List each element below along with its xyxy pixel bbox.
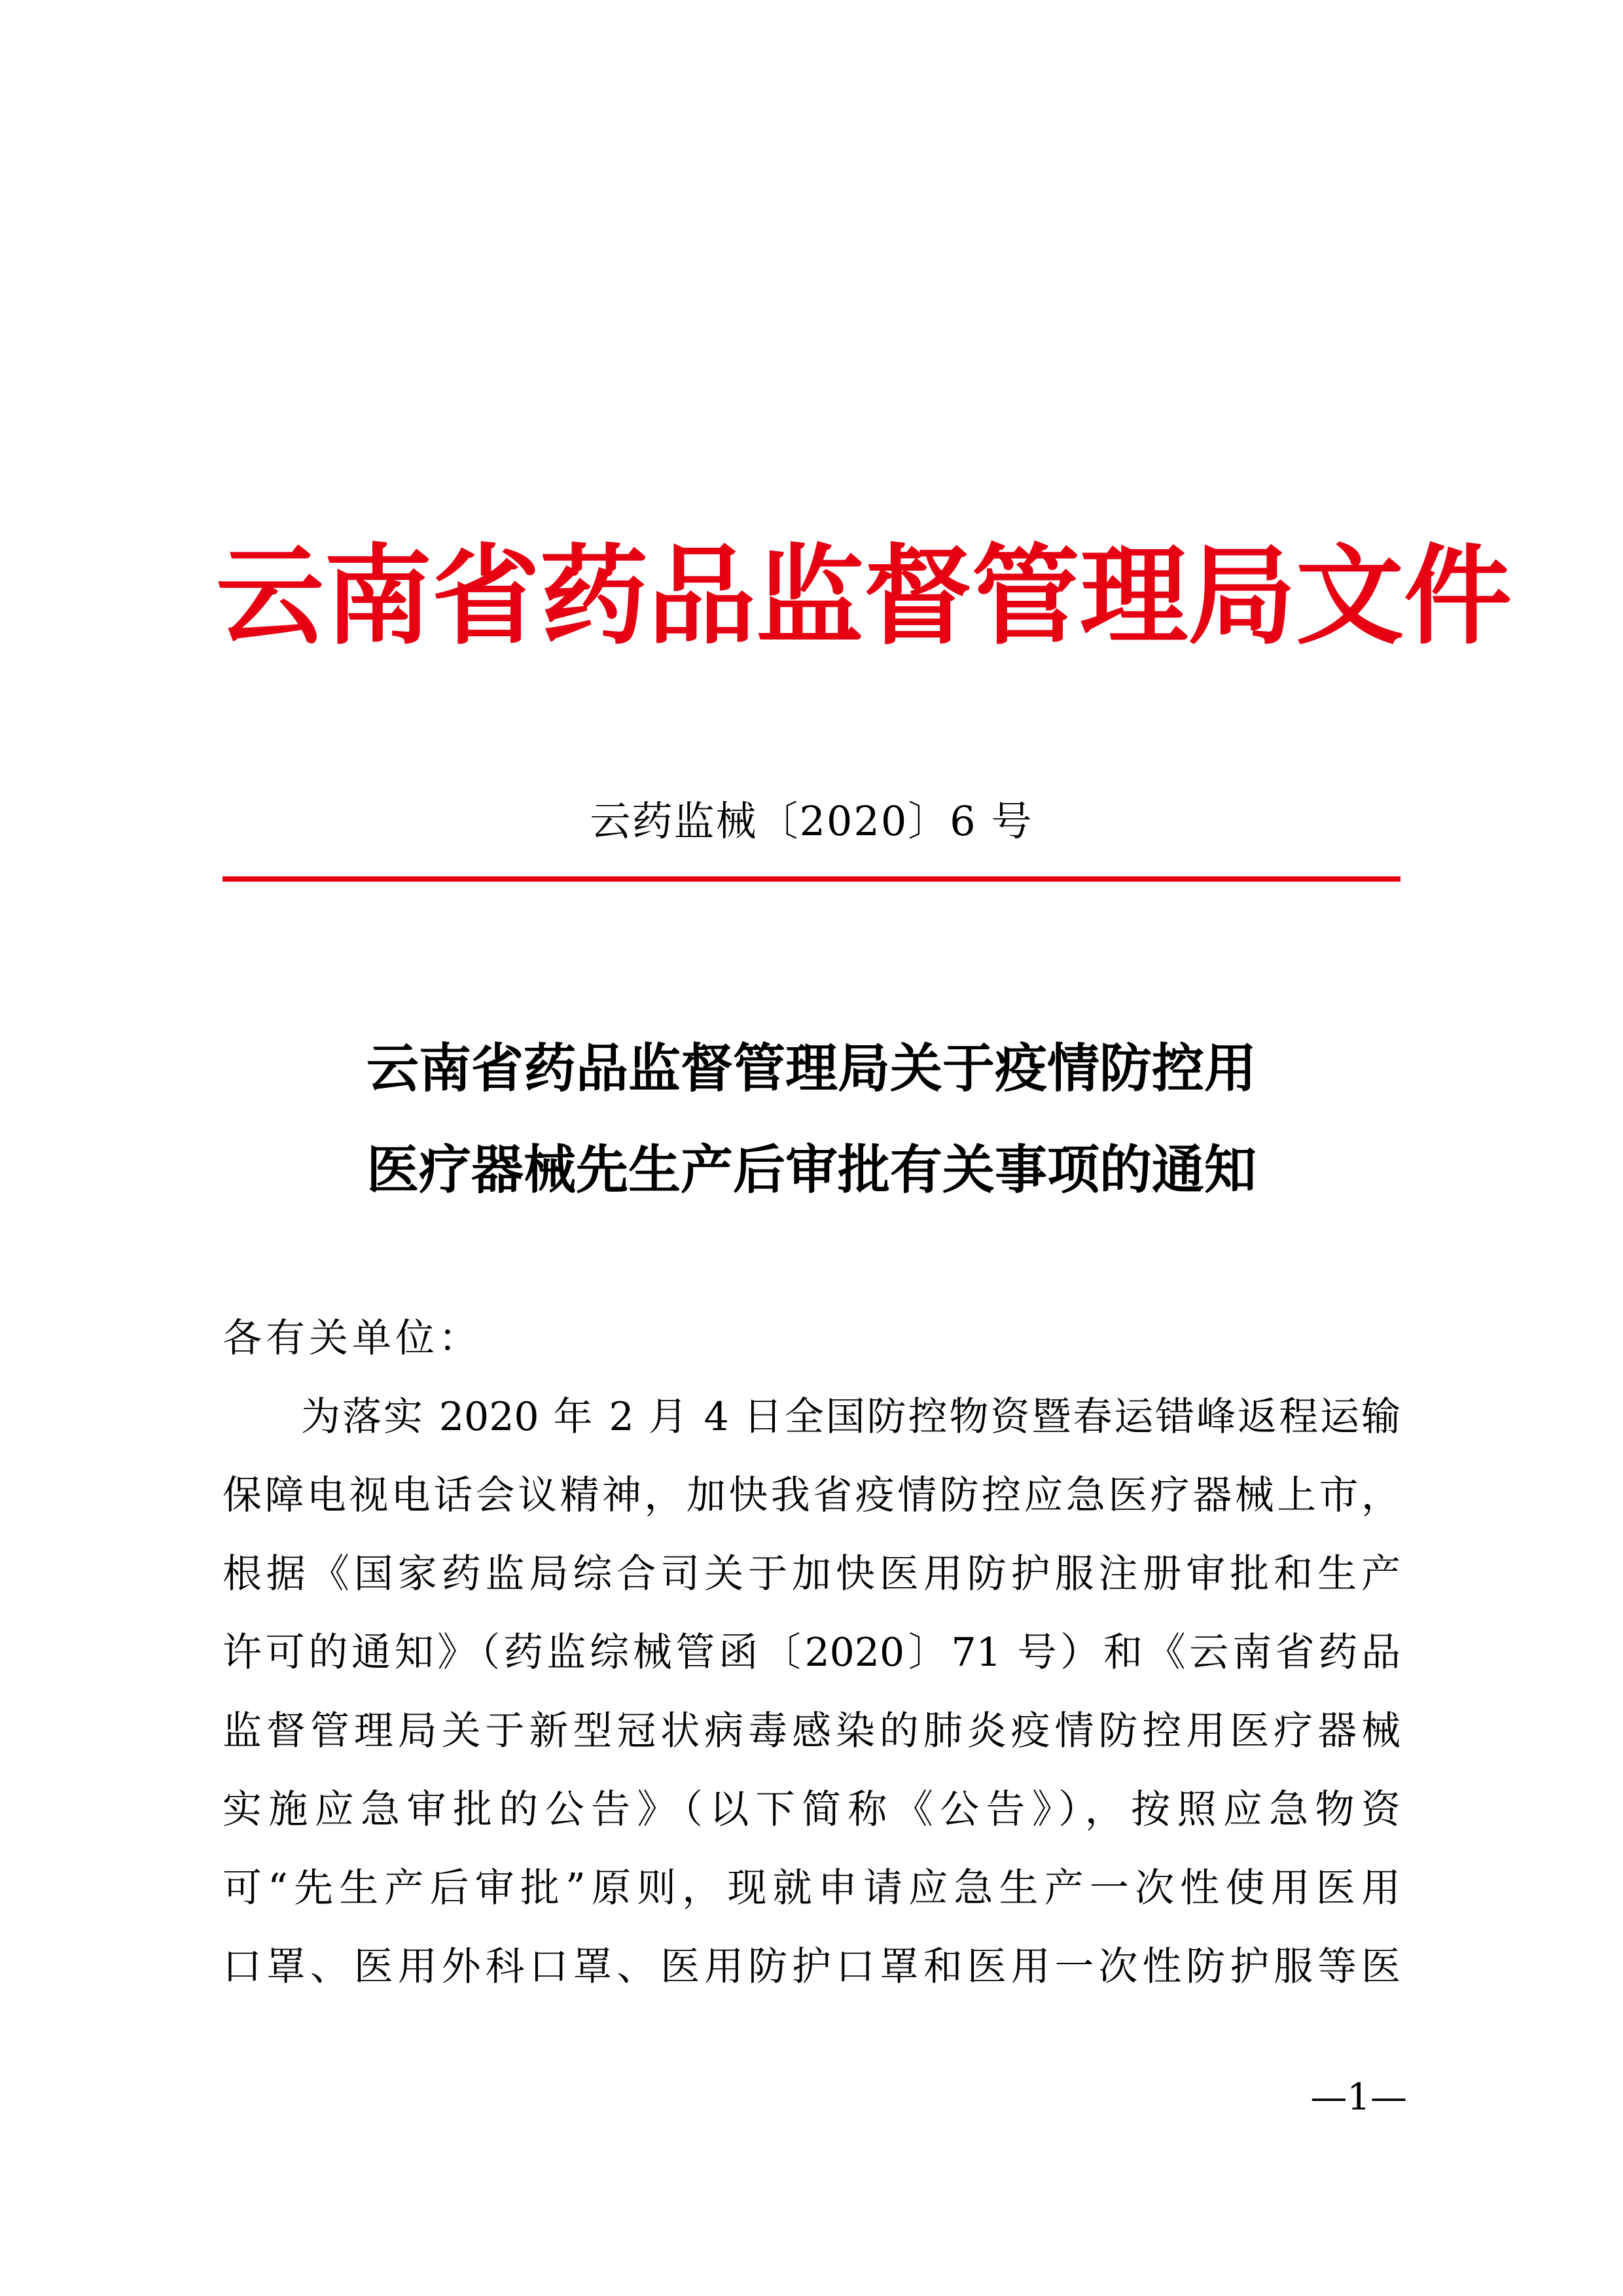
page-number: —1—	[1310, 2076, 1407, 2119]
body-line: 实施应急审批的公告》（以下简称《公告》），按照应急物资	[223, 1787, 1400, 1833]
document-number: 云药监械〔2020〕6 号	[590, 797, 1033, 845]
red-separator-line	[223, 876, 1400, 882]
body-line: 监督管理局关于新型冠状病毒感染的肺炎疫情防控用医疗器械	[223, 1708, 1400, 1754]
title-line-1: 云南省药品监督管理局关于疫情防控用	[366, 1037, 1257, 1099]
body-line: 许可的通知》（药监综械管函〔2020〕71 号）和《云南省药品	[223, 1630, 1400, 1676]
document-title	[223, 1018, 1400, 1221]
document-masthead: 云南省药品监督管理局文件	[216, 532, 1512, 659]
salutation: 各有关单位：	[223, 1316, 482, 1361]
body-line: 根据《国家药监局综合司关于加快医用防护服注册审批和生产	[223, 1551, 1400, 1597]
body-line: 为落实 2020 年 2 月 4 日全国防控物资暨春运错峰返程运输	[301, 1394, 1400, 1440]
document-body	[223, 1299, 1400, 2006]
title-line-2: 医疗器械先生产后审批有关事项的通知	[366, 1139, 1257, 1200]
body-line: 可“先生产后审批”原则，现就申请应急生产一次性使用医用	[223, 1865, 1400, 1911]
body-line: 保障电视电话会议精神，加快我省疫情防控应急医疗器械上市，	[223, 1473, 1400, 1518]
body-line: 口罩、医用外科口罩、医用防护口罩和医用一次性防护服等医	[223, 1944, 1400, 1990]
